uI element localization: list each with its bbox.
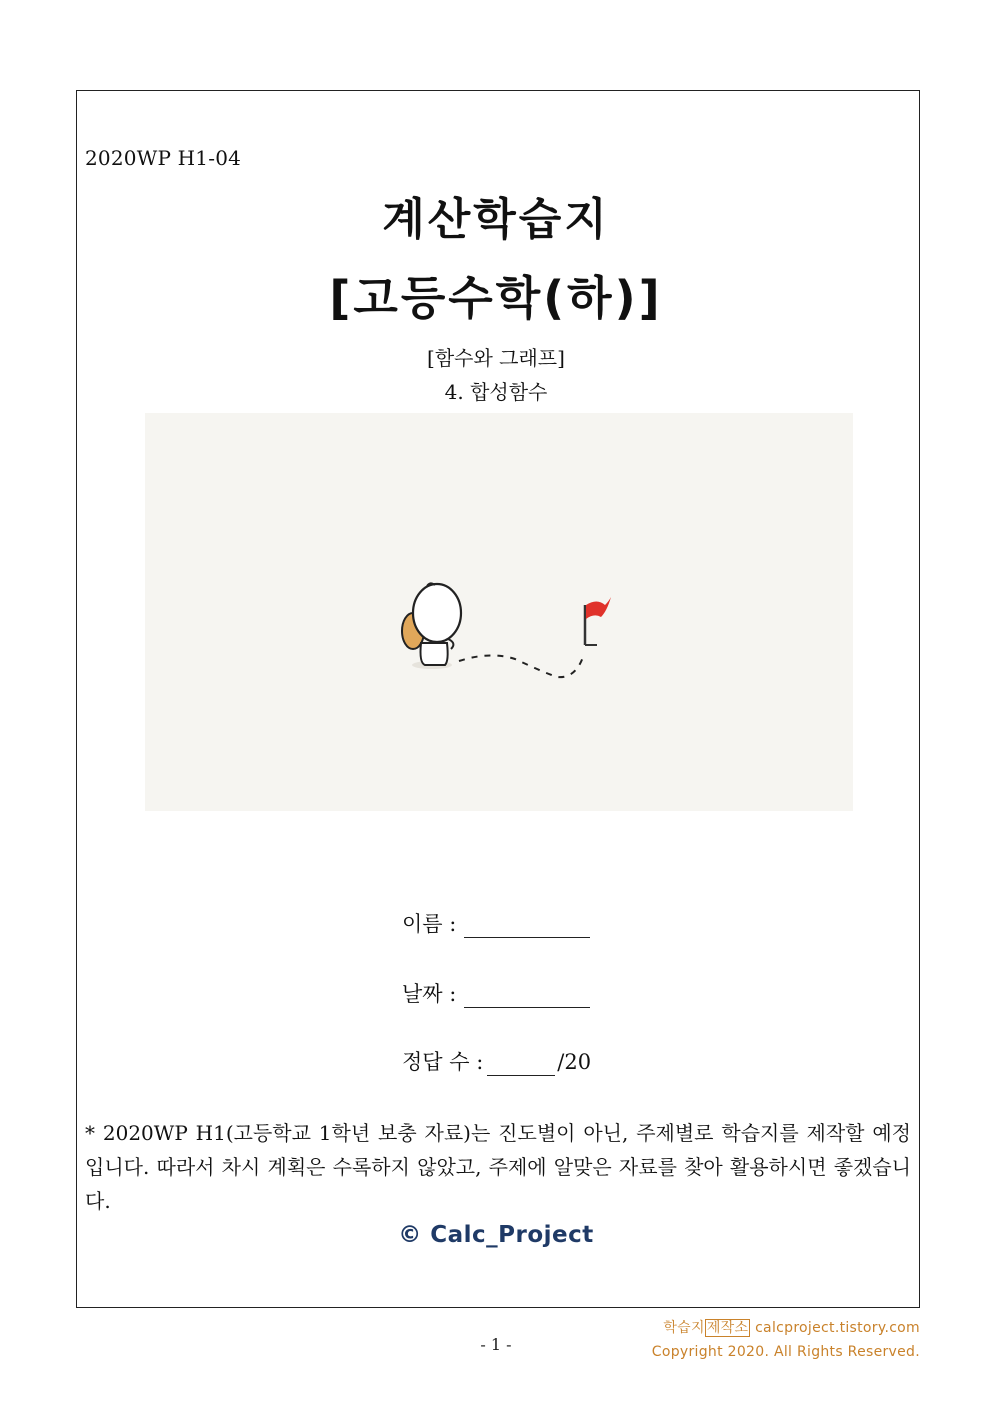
lesson-heading: 4. 합성함수 <box>444 380 548 404</box>
footer-site[interactable] <box>652 1316 920 1340</box>
name-field <box>402 908 590 938</box>
score-total: /20 <box>557 1050 592 1074</box>
score-blank[interactable] <box>487 1051 555 1076</box>
date-blank[interactable] <box>464 983 590 1008</box>
footer-copyright: Copyright 2020. All Rights Reserved. <box>651 1344 920 1360</box>
date-label: 날짜 : <box>402 982 457 1006</box>
name-label: 이름 : <box>402 912 457 936</box>
score-field <box>402 1046 591 1076</box>
page-title: 계산학습지 <box>382 194 610 245</box>
page-number: - 1 - <box>480 1335 512 1354</box>
cover-illustration <box>145 413 853 811</box>
score-label: 정답 수 : <box>402 1050 484 1074</box>
footer-credits <box>652 1316 920 1364</box>
document-code: 2020WP H1-04 <box>85 146 242 170</box>
unit-heading: [함수와 그래프] <box>427 346 565 370</box>
page-subtitle: [고등수학(하)] <box>329 271 663 325</box>
footer-site-url: calcproject.tistory.com <box>750 1320 920 1336</box>
date-field <box>402 978 590 1008</box>
brand-logo: © Calc_Project <box>398 1222 594 1248</box>
name-blank[interactable] <box>464 913 590 938</box>
character-with-flag-icon <box>145 413 853 811</box>
footer-site-boxed: 제작소 <box>706 1320 749 1336</box>
notice-paragraph: * 2020WP H1(고등학교 1학년 보충 자료)는 진도별이 아닌, 주제별로 학습지를 제작할 예정입니다. 따라서 차시 계획은 수록하지 않았고, 주제에 알맞은 자료를 찾아 활용하시면 좋겠습니다. <box>85 1121 911 1213</box>
footer-site-prefix: 학습지 <box>663 1320 705 1336</box>
